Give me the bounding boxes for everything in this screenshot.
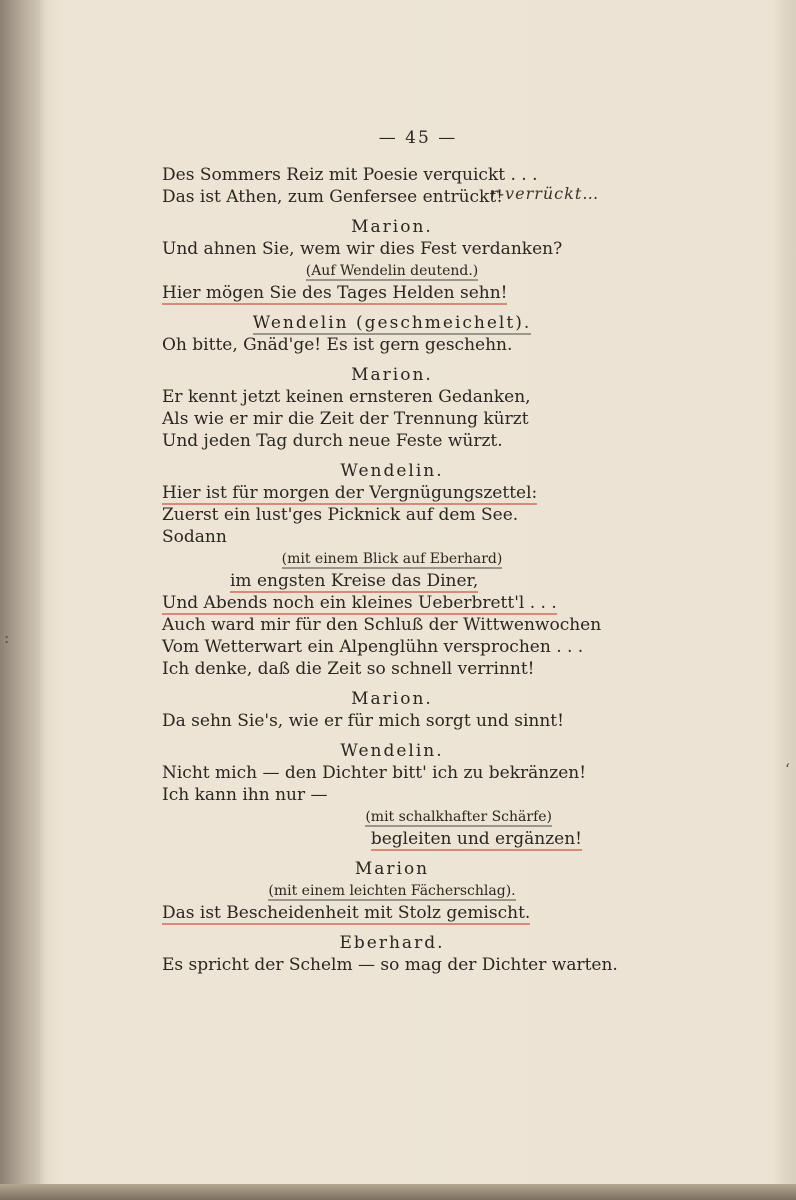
verse-line: Vom Wetterwart ein Alpenglühn versprochen . . . (162, 637, 584, 657)
verse-line: Das ist Athen, zum Genfersee entrückt! (162, 187, 504, 207)
verse-line: Es spricht der Schelm — so mag der Dichter warten. (162, 955, 618, 975)
verse-line (162, 570, 622, 592)
page-number: — 45 — (378, 128, 458, 148)
speaker-name: Eberhard. (339, 933, 445, 953)
underlined-verse: im engsten Kreise das Diner, (230, 571, 479, 591)
page-bottom-edge (0, 1184, 796, 1200)
verse-line: Und ahnen Sie, wem wir dies Fest verdanken? (162, 239, 563, 259)
book-page (4, 0, 796, 1184)
speaker-name: Marion. (351, 689, 433, 709)
verse-line (162, 592, 622, 614)
verse-line: Ich kann ihn nur — (162, 785, 328, 805)
page-edge (772, 0, 796, 1184)
verse-line: Als wie er mir die Zeit der Trennung kürzt (162, 409, 529, 429)
verse-line: Er kennt jetzt keinen ernsteren Gedanken, (162, 387, 531, 407)
verse-line (162, 902, 622, 924)
stage-direction (162, 260, 622, 282)
stage-direction-text: (mit schalkhafter Schärfe) (365, 809, 552, 825)
speaker-name-text: Wendelin (geschmeichelt). (252, 313, 532, 333)
underlined-verse: Und Abends noch ein kleines Ueberbrett'l . . . (162, 593, 557, 613)
verse-line: Auch ward mir für den Schluß der Wittwenwochen (162, 615, 602, 635)
handwritten-annotation: r-verrückt… (490, 184, 600, 203)
underlined-verse: Hier mögen Sie des Tages Helden sehn! (162, 283, 508, 303)
verse-line (162, 828, 622, 850)
speaker-name (162, 312, 622, 334)
speaker-name: Marion. (351, 365, 433, 385)
verse-line: Oh bitte, Gnäd'ge! Es ist gern geschehn. (162, 335, 513, 355)
stage-direction-text: (Auf Wendelin deutend.) (305, 263, 479, 279)
verse-line: Zuerst ein lust'ges Picknick auf dem See. (162, 505, 519, 525)
stage-direction (162, 806, 622, 828)
verse-line: Und jeden Tag durch neue Feste würzt. (162, 431, 503, 451)
underlined-verse: Hier ist für morgen der Vergnügungszettel: (162, 483, 538, 503)
verse-line: Sodann (162, 527, 227, 547)
stage-direction (162, 548, 622, 570)
speaker-name: Marion (354, 859, 430, 879)
underlined-verse: begleiten und ergänzen! (370, 829, 582, 849)
speaker-name: Wendelin. (340, 741, 444, 761)
stage-direction (162, 880, 622, 902)
verse-line (162, 282, 622, 304)
margin-mark: : (4, 628, 10, 647)
stage-direction-text: (mit einem Blick auf Eberhard) (281, 551, 503, 567)
verse-line: Da sehn Sie's, wie er für mich sorgt und sinnt! (162, 711, 564, 731)
verse-line (162, 482, 622, 504)
margin-mark: ʻ (784, 760, 790, 779)
underlined-verse: Das ist Bescheidenheit mit Stolz gemischt. (162, 903, 531, 923)
speaker-name: Marion. (351, 217, 433, 237)
book-binding-shadow (0, 0, 40, 1200)
speaker-name: Wendelin. (340, 461, 444, 481)
stage-direction-text: (mit einem leichten Fächerschlag). (268, 883, 516, 899)
verse-line: Nicht mich — den Dichter bitt' ich zu bekränzen! (162, 763, 587, 783)
verse-line: Ich denke, daß die Zeit so schnell verrinnt! (162, 659, 535, 679)
play-text (162, 164, 622, 976)
verse-line: Des Sommers Reiz mit Poesie verquickt . . . (162, 165, 538, 185)
